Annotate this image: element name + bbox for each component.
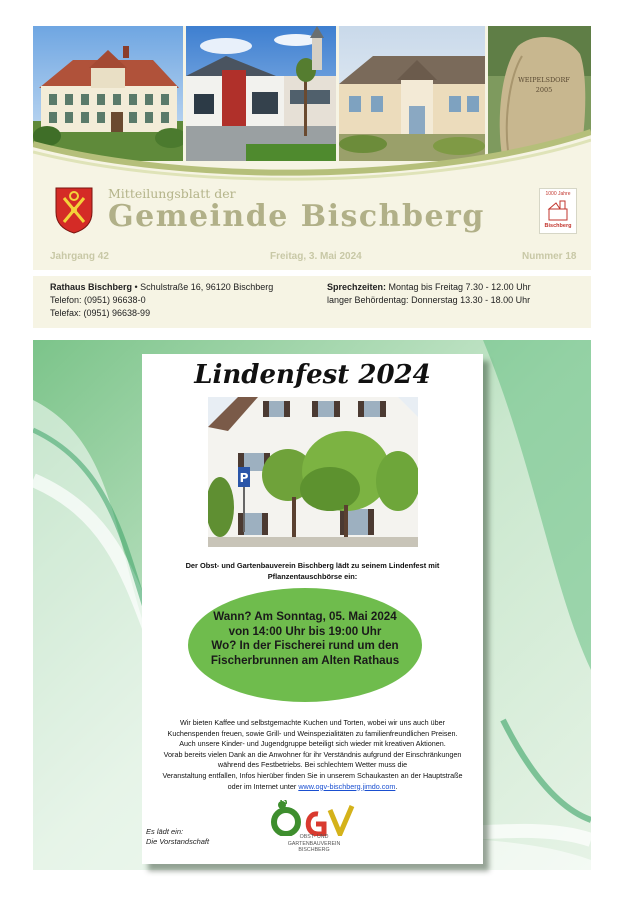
long-day-line: langer Behördentag: Donnerstag 13.30 - 18.00 Uhr — [327, 295, 531, 305]
hours-label: Sprechzeiten: — [327, 282, 387, 292]
volume-label: Jahrgang 42 — [50, 251, 109, 262]
invite-line: Der Obst- und Gartenbauverein Bischberg lädt zu seinem Lindenfest mit — [185, 561, 440, 570]
logo-line: BISCHBERG — [298, 847, 330, 853]
website-link[interactable]: www.ogv-bischberg.jimdo.com — [298, 781, 396, 791]
masthead-kicker: Mitteilungsblatt der — [108, 186, 236, 201]
date-label: Freitag, 3. Mai 2024 — [270, 251, 362, 262]
logo-caption — [266, 834, 362, 854]
contact-box — [33, 276, 591, 328]
header-wave — [33, 114, 591, 184]
fax-line: Telefax: (0951) 96638-99 — [50, 308, 151, 318]
church-icon — [546, 199, 570, 221]
hours-line — [327, 282, 531, 292]
logo-line: GARTENBAUVEREIN — [287, 840, 341, 847]
link-suffix: . — [395, 781, 398, 791]
link-prefix: oder im Internet unter — [227, 781, 299, 791]
signature-block — [146, 827, 209, 847]
body-line: Wir bieten Kaffee und selbstgemachte Kuchen und Torten, wobei wir uns auch über — [179, 718, 446, 727]
body-line: Veranstaltung entfallen, Infos hierüber finden Sie in unserem Schaukasten an der Hauptstraße — [162, 770, 463, 780]
event-line: Fischerbrunnen am Alten Rathaus — [210, 653, 400, 667]
office-line — [50, 282, 273, 292]
body-line: Auch unsere Kinder- und Jugendgruppe beteiligt sich wieder mit kreativen Aktionen. — [179, 739, 446, 749]
event-line: von 14:00 Uhr bis 19:00 Uhr — [228, 624, 382, 638]
flyer-title: Lindenfest 2024 — [194, 360, 431, 390]
invite-line: Pflanzentauschbörse ein: — [267, 572, 358, 581]
event-line: Wo? In der Fischerei rund um den — [211, 639, 399, 653]
badge-year: 1000 Jahre — [545, 191, 571, 197]
body-line: Vorab bereits vielen Dank an die Anwohner für ihr Verständnis aufgrund der Einschränkungen — [163, 749, 462, 759]
logo-line: OBST- UND — [299, 834, 329, 840]
phone-line: Telefon: (0951) 96638-0 — [50, 295, 146, 305]
hours-value: Montag bis Freitag 7.30 - 12.00 Uhr — [386, 282, 531, 292]
masthead-title: Gemeinde Bischberg — [108, 199, 485, 234]
event-line: Wann? Am Sonntag, 05. Mai 2024 — [213, 610, 397, 623]
lindenfest-flyer — [142, 354, 483, 864]
body-line-link — [146, 782, 479, 793]
flyer-body-text — [146, 718, 479, 792]
invite-text — [152, 560, 473, 582]
issue-label: Nummer 18 — [522, 251, 577, 262]
badge-name: Bischberg — [544, 223, 572, 229]
body-line: Kuchenspenden freuen, sowie Grill- und Weinspezialitäten zu familienfreundlichen Preisen. — [167, 728, 458, 738]
sign-line: Es lädt ein: — [146, 827, 184, 836]
body-line: während des Festbetriebs. Bei schlechtem Wetter muss die — [217, 760, 408, 770]
fest-venue-photo — [208, 397, 418, 547]
ogv-logo — [268, 800, 362, 836]
stone-text-2: 2005 — [535, 86, 553, 94]
anniversary-badge — [539, 188, 577, 234]
office-name: Rathaus Bischberg — [50, 282, 133, 292]
sign-line: Die Vorstandschaft — [146, 837, 210, 846]
parking-sign-text: P — [239, 471, 249, 485]
event-details-text — [188, 610, 422, 668]
municipal-crest-icon — [54, 186, 94, 234]
stone-text-1: WEIPELSDORF — [518, 76, 570, 84]
office-address: • Schulstraße 16, 96120 Bischberg — [132, 282, 274, 292]
